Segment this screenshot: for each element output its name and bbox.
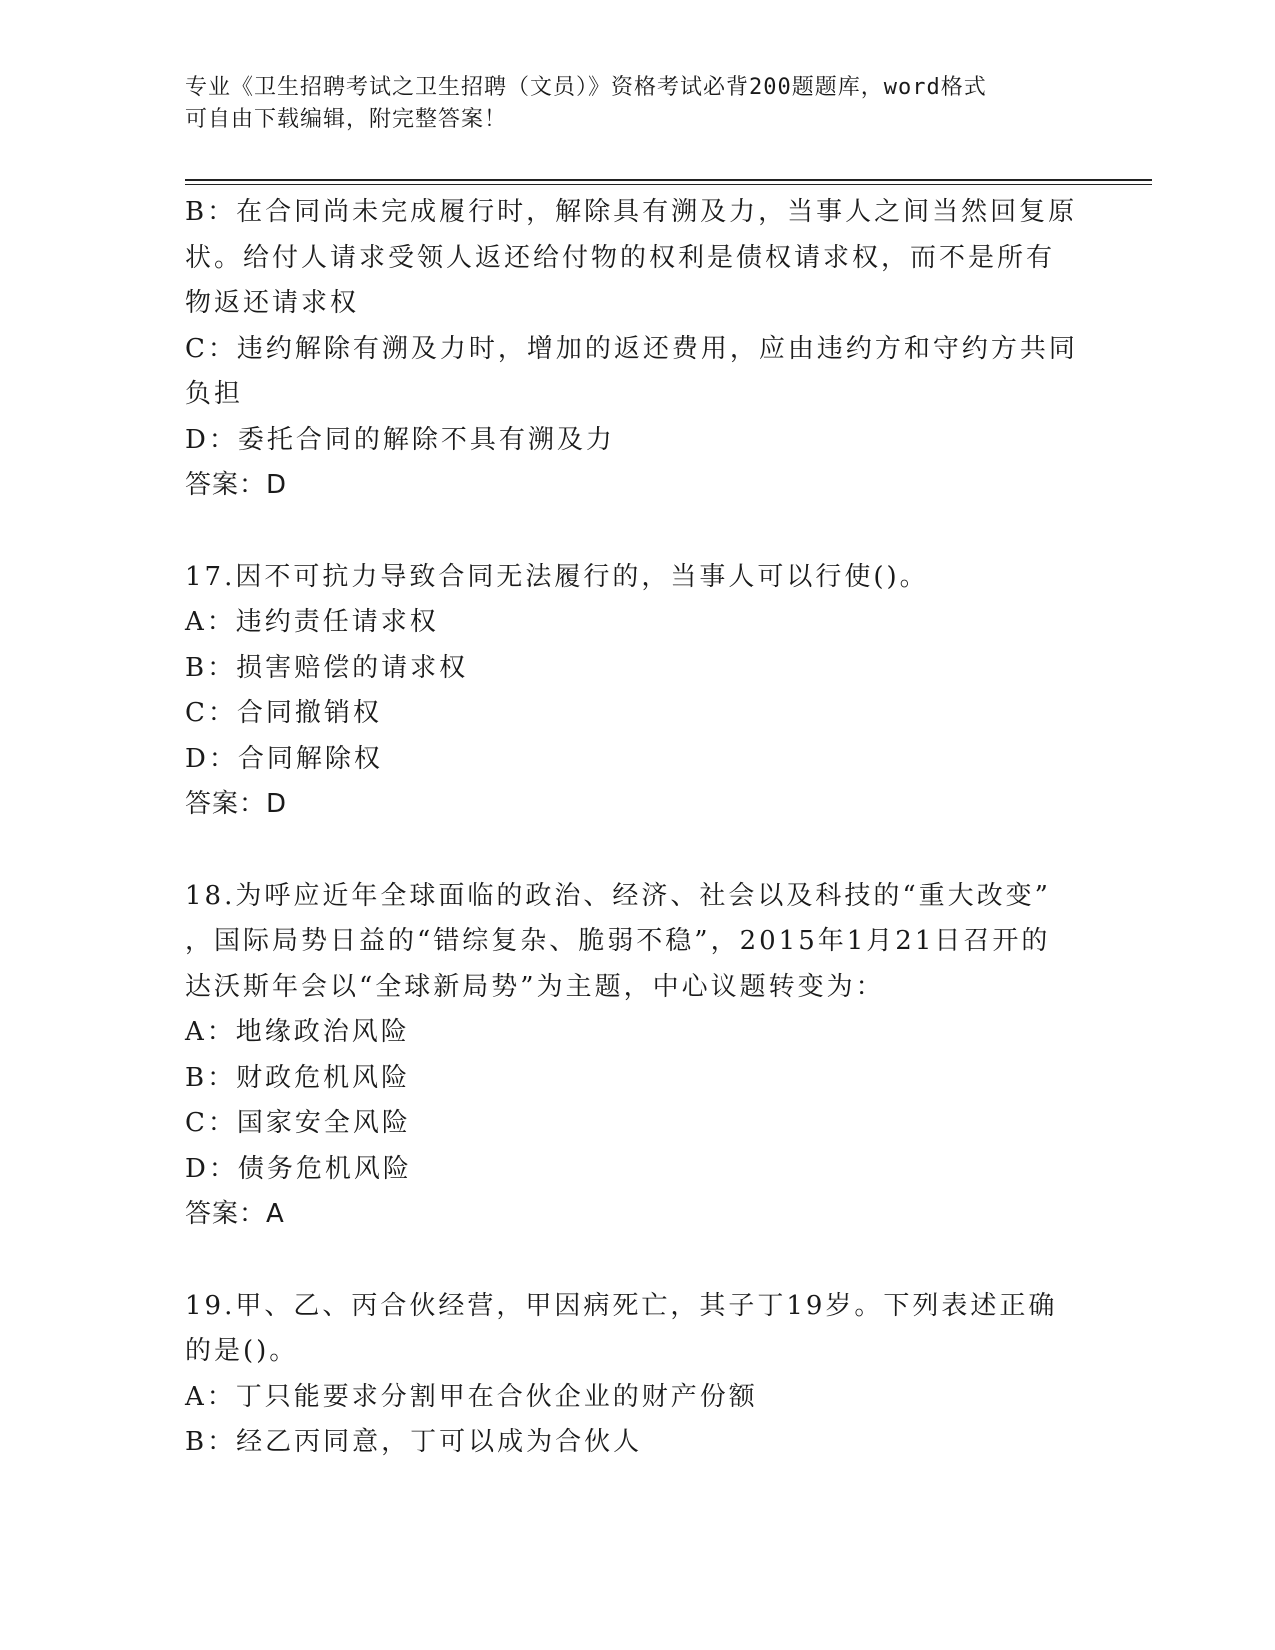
q16-option-b-line-2: 状。给付人请求受领人返还给付物的权利是债权请求权，而不是所有 [185,242,1056,273]
q18-option-a: A：地缘政治风险 [185,1017,410,1047]
q17-option-b: B：损害赔偿的请求权 [185,652,469,683]
q18-stem-line-1: 18.为呼应近年全球面临的政治、经济、社会以及科技的“重大改变” [185,880,1051,911]
q16-option-c-line-1: C：违约解除有溯及力时，增加的返还费用，应由违约方和守约方共同 [185,333,1078,364]
question-17 [185,555,1085,828]
q19-option-b: B：经乙丙同意，丁可以成为合伙人 [185,1427,643,1457]
question-16-continued [185,190,1085,509]
header-rule-thin [185,184,1152,185]
q17-option-d: D：合同解除权 [185,743,383,774]
q19-option-a: A：丁只能要求分割甲在合伙企业的财产份额 [185,1381,758,1412]
q16-option-d: D：委托合同的解除不具有溯及力 [185,424,615,455]
spacer [185,828,1085,874]
spacer [185,1238,1085,1284]
q19-stem-line-1: 19.甲、乙、丙合伙经营，甲因病死亡，其子丁19岁。下列表述正确 [185,1290,1058,1321]
q19-stem-line-2: 的是()。 [185,1336,299,1366]
question-19 [185,1284,1085,1466]
q18-stem-line-2: ，国际局势日益的“错综复杂、脆弱不稳”，2015年1月21日召开的 [185,926,1051,956]
document-body [185,190,1085,1466]
q17-answer: 答案：D [185,789,288,819]
q17-option-a: A：违约责任请求权 [185,607,439,637]
q18-option-d: D：债务危机风险 [185,1153,412,1184]
header-title-line-1: 专业《卫生招聘考试之卫生招聘（文员）》资格考试必背200题题库，word格式 [185,75,987,100]
q16-answer: 答案：D [185,470,288,500]
spacer [185,509,1085,555]
q17-stem: 17.因不可抗力导致合同无法履行的，当事人可以行使()。 [185,561,929,592]
q16-option-b-line-3: 物返还请求权 [185,288,360,318]
q16-option-c-line-2: 负担 [185,379,244,409]
document-header [185,72,1065,136]
q17-option-c: C：合同撤销权 [185,698,382,728]
q18-option-b: B：财政危机风险 [185,1062,411,1093]
header-title-line-2: 可自由下载编辑，附完整答案！ [185,107,508,132]
q18-answer: 答案：A [185,1199,285,1229]
header-rule-thick [185,179,1152,181]
q18-stem-line-3: 达沃斯年会以“全球新局势”为主题，中心议题转变为： [185,971,885,1002]
question-18 [185,874,1085,1238]
q18-option-c: C：国家安全风险 [185,1108,411,1138]
q16-option-b-line-1: B：在合同尚未完成履行时，解除具有溯及力，当事人之间当然回复原 [185,197,1078,227]
